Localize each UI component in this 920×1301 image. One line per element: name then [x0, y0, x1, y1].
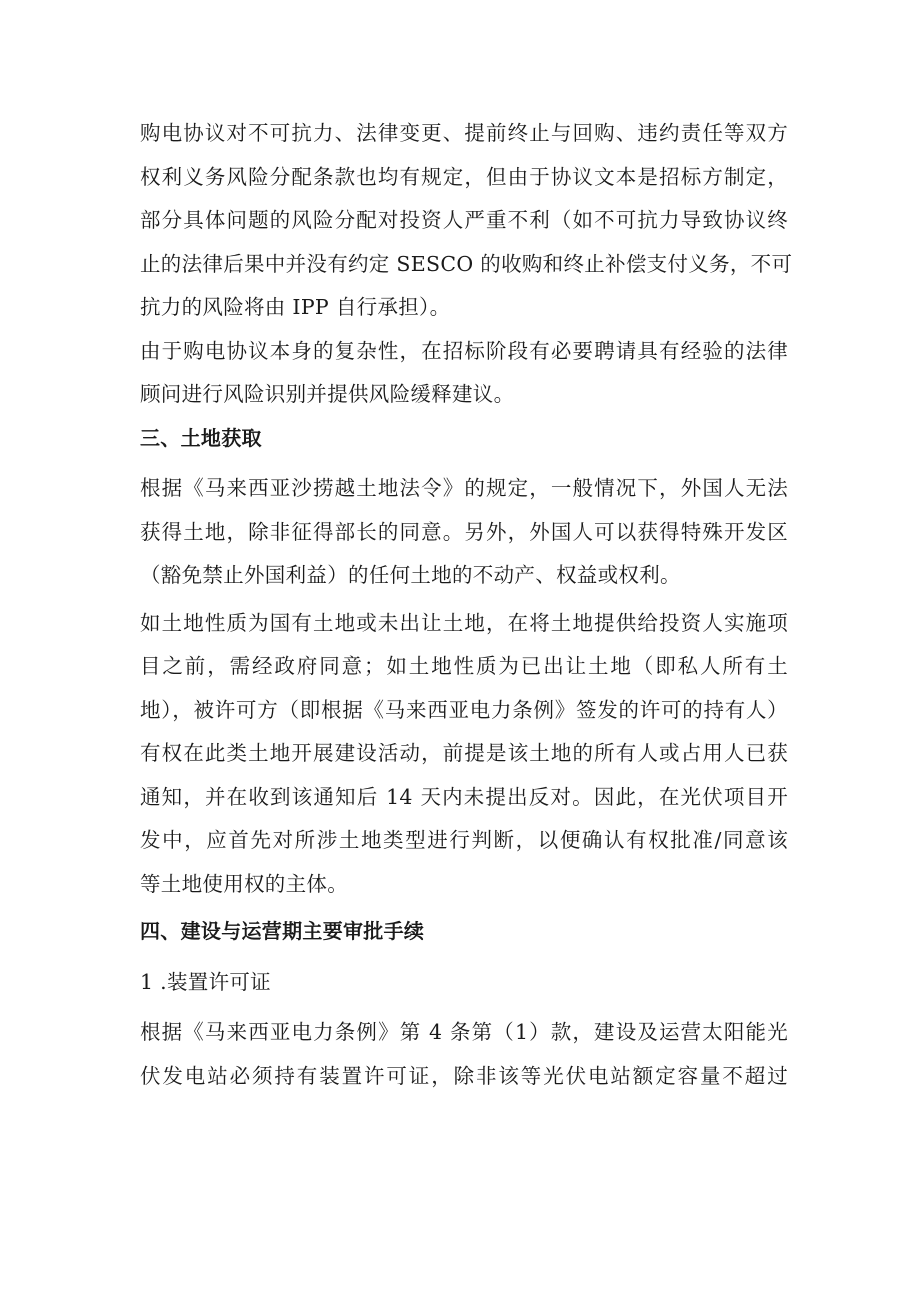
paragraph-land-ordinance — [140, 467, 788, 598]
text-line: （豁免禁止外国利益）的任何土地的不动产、权益或权利。 — [140, 563, 681, 587]
text-line: 有权在此类土地开展建设活动，前提是该土地的所有人或占用人已获 — [140, 741, 788, 765]
spacer — [140, 1004, 788, 1011]
text-line: 等土地使用权的主体。 — [140, 871, 348, 896]
spacer — [140, 460, 788, 467]
section-heading-land: 三、土地获取 — [140, 425, 262, 450]
text-line: 顾问进行风险识别并提供风险缓释建议。 — [140, 382, 515, 406]
text-line: 权利义务风险分配条款也均有规定，但由于协议文本是招标方制定， — [140, 164, 788, 189]
subsection-heading-installation-license: 1 .装置许可证 — [140, 969, 271, 994]
paragraph-land-type — [140, 602, 788, 907]
text-line: 目之前，需经政府同意；如土地性质为已出让土地（即私人所有土 — [140, 654, 788, 678]
text-line: 地），被许可方（即根据《马来西亚电力条例》签发的许可的持有人） — [140, 697, 788, 722]
text-line: 获得土地，除非征得部长的同意。另外，外国人可以获得特殊开发区 — [140, 519, 788, 544]
section-heading-approvals: 四、建设与运营期主要审批手续 — [140, 919, 425, 943]
paragraph-installation-license — [140, 1011, 788, 1098]
document-body — [140, 112, 793, 1098]
text-line: 由于购电协议本身的复杂性，在招标阶段有必要聘请具有经验的法律 — [140, 338, 788, 363]
text-line: 购电协议对不可抗力、法律变更、提前终止与回购、违约责任等双方 — [140, 121, 788, 145]
text-line: 发中，应首先对所涉土地类型进行判断，以便确认有权批准/同意该 — [140, 828, 788, 852]
paragraph-ppa-risk — [140, 112, 793, 330]
text-line: 部分具体问题的风险分配对投资人严重不利（如不可抗力导致协议终 — [140, 208, 788, 232]
paragraph-legal-advisor — [140, 330, 788, 417]
spacer — [140, 954, 788, 961]
text-line: 根据《马来西亚沙捞越土地法令》的规定，一般情况下，外国人无法 — [140, 476, 788, 500]
text-line: 抗力的风险将由 IPP 自行承担）。 — [140, 295, 451, 319]
text-line: 伏发电站必须持有装置许可证，除非该等光伏电站额定容量不超过 — [140, 1063, 788, 1088]
text-line: 通知，并在收到该通知后 14 天内未提出反对。因此，在光伏项目开 — [140, 784, 788, 809]
text-line: 止的法律后果中并没有约定 SESCO 的收购和终止补偿支付义务，不可 — [140, 251, 793, 276]
text-line: 如土地性质为国有土地或未出让土地，在将土地提供给投资人实施项 — [140, 610, 788, 635]
text-line: 根据《马来西亚电力条例》第 4 条第（1）款，建设及运营太阳能光 — [140, 1020, 788, 1044]
